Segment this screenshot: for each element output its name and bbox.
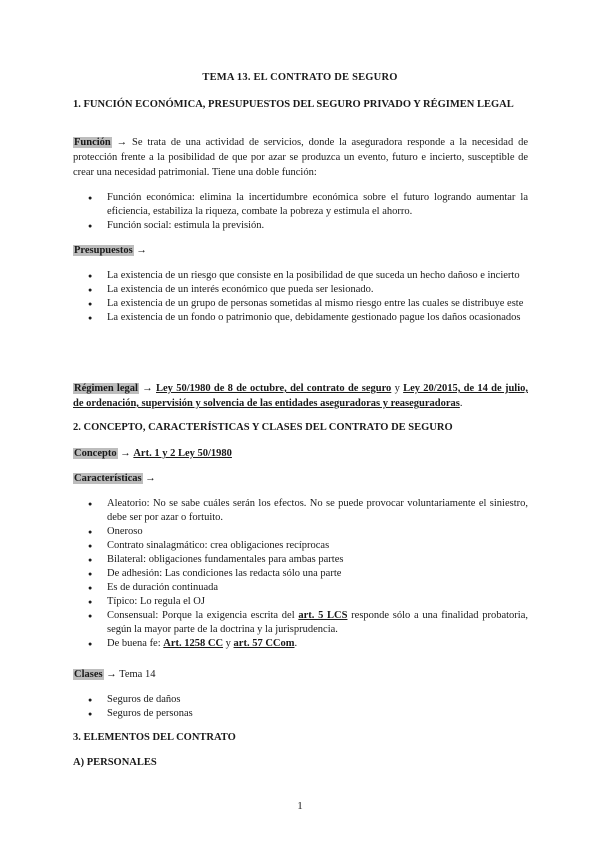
section-1-heading: 1. FUNCIÓN ECONÓMICA, PRESUPUESTOS DEL SEGURO PRIVADO Y RÉGIMEN LEGAL xyxy=(73,99,514,110)
list-item: ● Aleatorio: No se sabe cuáles serán los efectos. No se puede provocar voluntariamente el siniestro, debe ser por azar o fortuito. xyxy=(73,497,528,525)
funcion-label: Función xyxy=(74,137,111,148)
list-item: ● De adhesión: Las condiciones las redacta sólo una parte xyxy=(73,567,528,581)
list-item: ● La existencia de un interés económico que pueda ser lesionado. xyxy=(73,283,528,297)
list-item: ● Bilateral: obligaciones fundamentales para ambas partes xyxy=(73,553,528,567)
clases-text: → Tema 14 xyxy=(106,669,156,680)
buena-fe-text: De buena fe: xyxy=(107,638,161,649)
list-item: ● Función económica: elimina la incertidumbre económica sobre el futuro logrando aumentar la eficiencia, estabiliza la riqueza, combate la pobreza y estimula el ahorro. xyxy=(73,191,528,219)
section-2-heading: 2. CONCEPTO, CARACTERÍSTICAS Y CLASES DEL CONTRATO DE SEGURO xyxy=(73,422,453,433)
caracteristicas-label: Características xyxy=(74,473,142,484)
arrow-text: → xyxy=(136,245,147,256)
list-item: ● Seguros de personas xyxy=(73,707,528,721)
document-title: TEMA 13. EL CONTRATO DE SEGURO xyxy=(202,72,398,83)
law-link-20-2015[interactable]: Ley 20/2015, de 14 de julio, de ordenación, supervisión y solvencia de las entidades aseguradoras y reaseguradoras xyxy=(73,383,528,409)
caracteristicas-paragraph xyxy=(73,471,528,486)
regimen-label: Régimen legal xyxy=(74,383,138,394)
page-number: 1 xyxy=(297,800,303,812)
law-link-50-1980[interactable]: Ley 50/1980 de 8 de octubre, del contrato de seguro xyxy=(156,383,392,394)
presupuestos-label: Presupuestos xyxy=(74,245,133,256)
funcion-paragraph xyxy=(73,135,528,180)
law-link-art-1-2[interactable]: Art. 1 y 2 Ley 50/1980 xyxy=(133,448,232,459)
arrow-text: → xyxy=(120,448,131,459)
list-item: ● Contrato sinalagmático: crea obligaciones recíprocas xyxy=(73,539,528,553)
consensual-text-end: responde sólo a una finalidad probatoria, según la mayor parte de la doctrina y la jurisprudencia. xyxy=(107,610,528,635)
list-item-buena-fe xyxy=(73,637,528,651)
list-item: ● La existencia de un riesgo que consiste en la posibilidad de que suceda un hecho dañoso e incierto xyxy=(73,269,528,283)
consensual-text: Consensual: Porque la exigencia escrita del xyxy=(107,610,295,621)
law-link-art-1258-cc[interactable]: Art. 1258 CC xyxy=(163,638,224,649)
concepto-label: Concepto xyxy=(74,448,117,459)
list-item: ● Seguros de daños xyxy=(73,693,528,707)
arrow-text: → xyxy=(145,473,156,484)
period: . xyxy=(294,638,298,649)
caracteristicas-list xyxy=(73,497,528,651)
list-item: ● Es de duración continuada xyxy=(73,581,528,595)
conjunction: y xyxy=(225,638,231,649)
list-item: ● La existencia de un grupo de personas sometidas al mismo riesgo entre las cuales se distribuye este xyxy=(73,297,528,311)
section-3-heading: 3. ELEMENTOS DEL CONTRATO xyxy=(73,732,236,743)
period: . xyxy=(459,398,463,409)
clases-paragraph xyxy=(73,667,528,682)
list-item-consensual xyxy=(73,609,528,637)
clases-list xyxy=(73,693,528,721)
subsection-a-heading: A) PERSONALES xyxy=(73,757,157,768)
presupuestos-paragraph xyxy=(73,243,528,258)
presupuestos-list xyxy=(73,269,528,325)
conjunction: y xyxy=(394,383,400,394)
concepto-paragraph xyxy=(73,446,528,461)
list-item: ● Función social: estimula la previsión. xyxy=(73,219,528,233)
list-item: ● Típico: Lo regula el OJ xyxy=(73,595,528,609)
regimen-paragraph xyxy=(73,381,528,411)
clases-label: Clases xyxy=(74,669,103,680)
law-link-art-57-ccom[interactable]: art. 57 CCom xyxy=(233,638,295,649)
arrow-text: → xyxy=(142,383,153,394)
list-item: ● La existencia de un fondo o patrimonio que, debidamente gestionado pague los daños ocasionados xyxy=(73,311,528,325)
list-item: ● Oneroso xyxy=(73,525,528,539)
law-link-art-5-lcs[interactable]: art. 5 LCS xyxy=(298,610,348,621)
funcion-list xyxy=(73,191,528,233)
funcion-text: → Se trata de una actividad de servicios, donde la aseguradora responde a la necesidad de protección frente a la posibilidad de que por azar se produzca un evento, futuro e incierto, susceptible de crear una necesidad patrimonial. Tiene una doble función: xyxy=(73,137,528,178)
